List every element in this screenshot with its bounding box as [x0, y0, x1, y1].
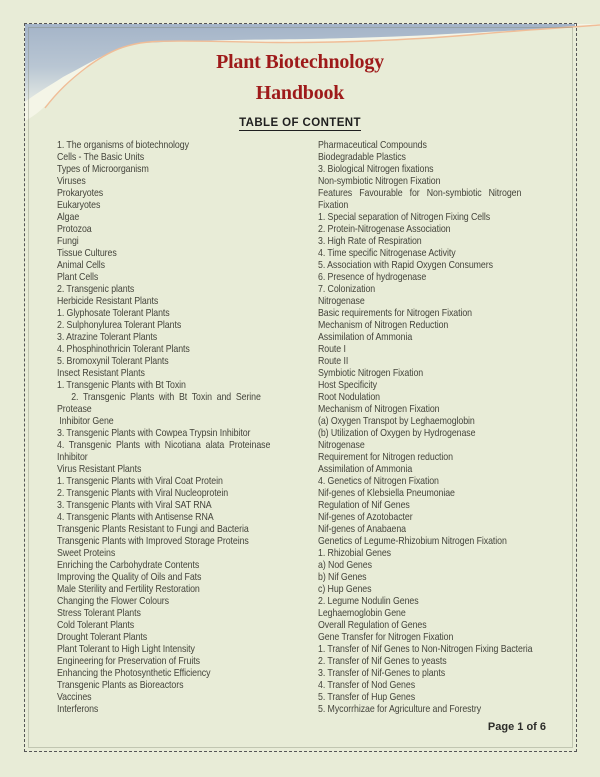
toc-entry: Route II [318, 355, 349, 367]
toc-entry: 5. Association with Rapid Oxygen Consumers [318, 259, 493, 271]
toc-entry: 3. Transfer of Nif-Genes to plants [318, 667, 446, 679]
toc-entry: 1. Transfer of Nif Genes to Non-Nitrogen Fixing Bacteria [318, 643, 533, 655]
toc-entry: 4. Transgenic Plants with Nicotiana alata Proteinase [57, 439, 271, 451]
toc-entry: Types of Microorganism [57, 163, 149, 175]
toc-entry: Improving the Quality of Oils and Fats [57, 571, 202, 583]
page-number: Page 1 of 6 [487, 721, 546, 733]
toc-entry: Animal Cells [57, 259, 106, 271]
toc-column-right [318, 139, 563, 715]
toc-entry: Algae [57, 211, 80, 223]
toc-entry: c) Hup Genes [318, 583, 372, 595]
toc-entry: Viruses [57, 175, 86, 187]
toc-entry: 7. Colonization [318, 283, 376, 295]
toc-column-left [57, 139, 302, 715]
toc-entry: Plant Tolerant to High Light Intensity [57, 643, 195, 655]
toc-entry: Plant Cells [57, 271, 99, 283]
toc-entry: 1. Glyphosate Tolerant Plants [57, 307, 170, 319]
toc-entry: Transgenic Plants with Improved Storage Proteins [57, 535, 249, 547]
toc-heading: TABLE OF CONTENT [239, 117, 361, 129]
toc-entry: 5. Bromoxynil Tolerant Plants [57, 355, 169, 367]
toc-entry: Cold Tolerant Plants [57, 619, 135, 631]
toc-entry: Nif-genes of Azotobacter [318, 511, 413, 523]
toc-entry: 4. Transfer of Nod Genes [318, 679, 416, 691]
toc-entry: 2. Protein-Nitrogenase Association [318, 223, 451, 235]
toc-entry: Overall Regulation of Genes [318, 619, 427, 631]
toc-entry: Mechanism of Nitrogen Reduction [318, 319, 449, 331]
toc-entry: 1. Rhizobial Genes [318, 547, 392, 559]
toc-entry: Protease [57, 403, 92, 415]
toc-entry: 5. Transfer of Hup Genes [318, 691, 416, 703]
toc-entry: Protozoa [57, 223, 92, 235]
toc-entry: 2. Transfer of Nif Genes to yeasts [318, 655, 447, 667]
toc-entry: Transgenic Plants Resistant to Fungi and Bacteria [57, 523, 249, 535]
toc-entry: Regulation of Nif Genes [318, 499, 410, 511]
toc-entry: Nif-genes of Klebsiella Pneumoniae [318, 487, 455, 499]
toc-entry: Assimilation of Ammonia [318, 331, 413, 343]
toc-entry: 3. High Rate of Respiration [318, 235, 422, 247]
toc-entry: (b) Utilization of Oxygen by Hydrogenase [318, 427, 476, 439]
toc-entry: Fixation [318, 199, 349, 211]
toc-entry: Mechanism of Nitrogen Fixation [318, 403, 440, 415]
toc-entry: 1. Transgenic Plants with Bt Toxin [57, 379, 186, 391]
toc-entry: Pharmaceutical Compounds [318, 139, 427, 151]
toc-entry: Symbiotic Nitrogen Fixation [318, 367, 424, 379]
toc-entry: b) Nif Genes [318, 571, 367, 583]
toc-entry: Interferons [57, 703, 99, 715]
toc-entry: Nif-genes of Anabaena [318, 523, 406, 535]
title-line-1: Plant Biotechnology [216, 51, 384, 73]
toc-entry: Features Favourable for Non-symbiotic Nitrogen [318, 187, 522, 199]
toc-entry: Genetics of Legume-Rhizobium Nitrogen Fixation [318, 535, 507, 547]
toc-entry: Leghaemoglobin Gene [318, 607, 406, 619]
toc-entry: 4. Time specific Nitrogenase Activity [318, 247, 456, 259]
toc-entry: 6. Presence of hydrogenase [318, 271, 427, 283]
toc-entry: Engineering for Preservation of Fruits [57, 655, 200, 667]
toc-entry: Enriching the Carbohydrate Contents [57, 559, 200, 571]
toc-entry: Assimilation of Ammonia [318, 463, 413, 475]
toc-entry: Inhibitor Gene [57, 415, 114, 427]
toc-entry: Changing the Flower Colours [57, 595, 169, 607]
toc-entry: 3. Transgenic Plants with Cowpea Trypsin Inhibitor [57, 427, 251, 439]
toc-entry: 2. Transgenic Plants with Viral Nucleoprotein [57, 487, 229, 499]
toc-entry: Vaccines [57, 691, 92, 703]
toc-entry: 4. Genetics of Nitrogen Fixation [318, 475, 439, 487]
toc-entry: Male Sterility and Fertility Restoration [57, 583, 200, 595]
page-title [0, 47, 600, 109]
toc-entry: Sweet Proteins [57, 547, 116, 559]
toc-entry: 1. The organisms of biotechnology [57, 139, 189, 151]
toc-entry: Tissue Cultures [57, 247, 117, 259]
toc-entry: 2. Transgenic Plants with Bt Toxin and Serine [57, 391, 261, 403]
toc-entry: Nitrogenase [318, 439, 365, 451]
toc-entry: Basic requirements for Nitrogen Fixation [318, 307, 473, 319]
toc-entry: (a) Oxygen Transpot by Leghaemoglobin [318, 415, 475, 427]
toc-entry: 2. Sulphonylurea Tolerant Plants [57, 319, 182, 331]
toc-entry: 5. Mycorrhizae for Agriculture and Forestry [318, 703, 482, 715]
toc-entry: 3. Transgenic Plants with Viral SAT RNA [57, 499, 212, 511]
toc-entry: Biodegradable Plastics [318, 151, 406, 163]
toc-entry: Root Nodulation [318, 391, 381, 403]
toc-entry: 1. Special separation of Nitrogen Fixing Cells [318, 211, 491, 223]
toc-entry: 2. Transgenic plants [57, 283, 135, 295]
toc-entry: 4. Transgenic Plants with Antisense RNA [57, 511, 214, 523]
toc-entry: Virus Resistant Plants [57, 463, 142, 475]
toc-entry: Transgenic Plants as Bioreactors [57, 679, 184, 691]
toc-entry: 1. Transgenic Plants with Viral Coat Protein [57, 475, 223, 487]
title-line-2: Handbook [255, 82, 345, 104]
toc-entry: 2. Legume Nodulin Genes [318, 595, 419, 607]
toc-entry: Stress Tolerant Plants [57, 607, 141, 619]
toc-entry: Insect Resistant Plants [57, 367, 145, 379]
toc-entry: Requirement for Nitrogen reduction [318, 451, 453, 463]
toc-heading-wrap [0, 113, 600, 131]
toc-entry: Non-symbiotic Nitrogen Fixation [318, 175, 441, 187]
toc-entry: Host Specificity [318, 379, 377, 391]
toc-entry: Fungi [57, 235, 79, 247]
toc-entry: Eukaryotes [57, 199, 101, 211]
toc-entry: Inhibitor [57, 451, 88, 463]
toc-entry: 4. Phosphinothricin Tolerant Plants [57, 343, 190, 355]
toc-entry: Drought Tolerant Plants [57, 631, 148, 643]
toc-entry: Gene Transfer for Nitrogen Fixation [318, 631, 454, 643]
toc-entry: Nitrogenase [318, 295, 365, 307]
toc-entry: Route I [318, 343, 346, 355]
toc-entry: Enhancing the Photosynthetic Efficiency [57, 667, 211, 679]
toc-entry: 3. Biological Nitrogen fixations [318, 163, 434, 175]
toc-entry: Prokaryotes [57, 187, 104, 199]
toc-entry: a) Nod Genes [318, 559, 372, 571]
toc-entry: Herbicide Resistant Plants [57, 295, 159, 307]
toc-entry: 3. Atrazine Tolerant Plants [57, 331, 158, 343]
toc-entry: Cells - The Basic Units [57, 151, 145, 163]
